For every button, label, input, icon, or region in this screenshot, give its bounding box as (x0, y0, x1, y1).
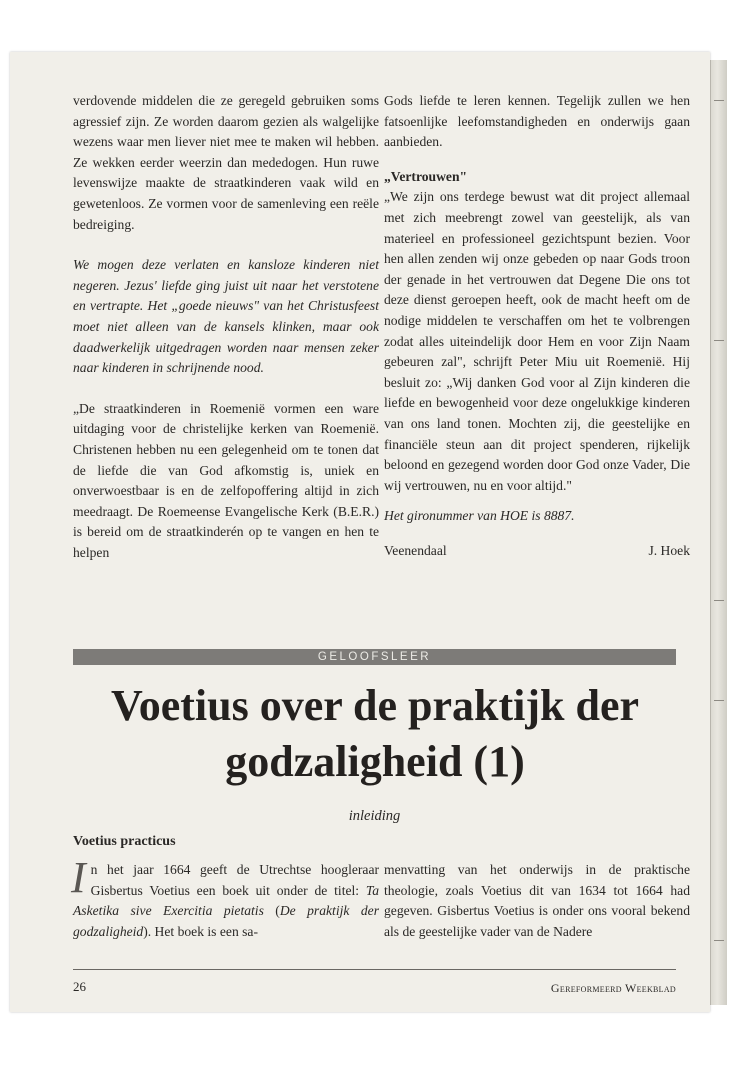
page-edge-mark (714, 940, 724, 941)
page-stack-edge (710, 60, 727, 1005)
publication-name: Gereformeerd Weekblad (550, 981, 676, 995)
page-edge-mark (714, 700, 724, 701)
signature-author: J. Hoek (648, 542, 690, 558)
drop-cap: I (71, 853, 86, 902)
bottom-left-paragraph (71, 853, 379, 942)
paren-open: ( (263, 903, 280, 919)
right-subheading: „Vertrouwen" (384, 168, 468, 184)
signature-line (384, 541, 690, 562)
bottom-left-column (71, 853, 379, 942)
headline-line-1: Voetius over de praktijk der (111, 681, 639, 730)
left-paragraph-2-italic: We mogen deze verlaten en kansloze kinderen niet negeren. Jezus' liefde ging juist uit naar het verstotene en vertrapte. Het „goede nieuws" van het Christusfeest moet niet alleen van de kansels klinken, maar ook daadwerkelijk uitgedragen worden naar mensen zeker naar kinderen in schrijnende nood. (73, 257, 379, 376)
intro-text: n het jaar 1664 geeft de Utrechtse hoogleraar Gisbertus Voetius een boek uit onder de titel: (90, 862, 379, 898)
bottom-right-paragraph: menvatting van het onderwijs in de praktische theologie, zoals Voetius dit van 1634 tot 1664 had gegeven. Gisbertus Voetius is onder ons vooral bekend als de geestelijke vader van de Nadere (384, 862, 690, 939)
left-paragraph-3: „De straatkinderen in Roemenië vormen een ware uitdaging voor de christelijke kerken van Roemenië. Christenen hebben nu een gelegenheid om te tonen dat de liefde die van God afkomstig is, uniek en onverwoestbaar is en de zelfopoffering altijd in zich meedraagt. De Roemeense Evangelische Kerk (B.E.R.) is bereid om de straatkinderén op te vangen en hen te helpen (73, 400, 379, 560)
headline-line-2: godzaligheid (1) (225, 737, 525, 786)
footer-rule (73, 969, 676, 970)
page-edge-mark (714, 100, 724, 101)
bottom-right-column (384, 860, 690, 942)
page-edge-mark (714, 340, 724, 341)
page-number: 26 (73, 979, 86, 994)
right-paragraph-1: Gods liefde te leren kennen. Tegelijk zullen we hen fatsoenlijke leefomstandigheden en onderwijs gaan aanbieden. (384, 93, 690, 150)
book-title-latin: Ta Asketika sive Exercitia pietatis (73, 882, 379, 919)
left-text-column (73, 91, 379, 563)
section-banner: GELOOFSLEER (73, 649, 676, 665)
left-paragraph-1: verdovende middelen die ze geregeld gebruiken soms agressief zijn. Ze worden daarom gezien als walgelijke wezens waar men liever niet mee te maken wil hebben. Ze wekken eerder weerzin dan mededogen. Hun ruwe levenswijze maakte de straatkinderen vaak wild en gewetenloos. Ze vormen voor de samenleving een reële bedreiging. (73, 93, 379, 232)
article-subtitle: inleiding (348, 808, 401, 824)
signature-place: Veenendaal (384, 542, 447, 558)
intro-text-end: ). Het boek is een sa- (143, 923, 258, 939)
right-paragraph-2: „We zijn ons terdege bewust wat dit project allemaal met zich meebrengt zowel van geestelijk, als van materieel en professioneel gezichtspunt bezien. Voor hen allen zenden wij onze gebeden op naar Gods troon der genade in het vertrouwen dat Degene Die ons tot deze dienst geroepen heeft, ook de macht heeft om de nodige middelen te verschaffen om het te volbrengen zodat alles uiteindelijk door Hem en voor Zijn Naam gebeuren zal", schrijft Peter Miu uit Roemenië. Hij besluit zo: „Wij danken God voor al Zijn kinderen die liefde en bewogenheid voor deze ongelukkige kinderen van ons land tonen. Mochten zij, die geestelijke en financiële steun aan dit project spenderen, rijkelijk beloond en gezegend worden door God onze Vader, Die wij vertrouwen, nu en voor altijd." (384, 189, 690, 493)
article-headline (40, 678, 710, 790)
giro-number-line: Het gironummer van HOE is 8887. (384, 508, 575, 524)
book-title-dutch: De praktijk der godzaligheid (73, 903, 379, 939)
right-text-column (384, 91, 690, 561)
page-edge-mark (714, 600, 724, 601)
section-title: Voetius practicus (73, 834, 176, 849)
